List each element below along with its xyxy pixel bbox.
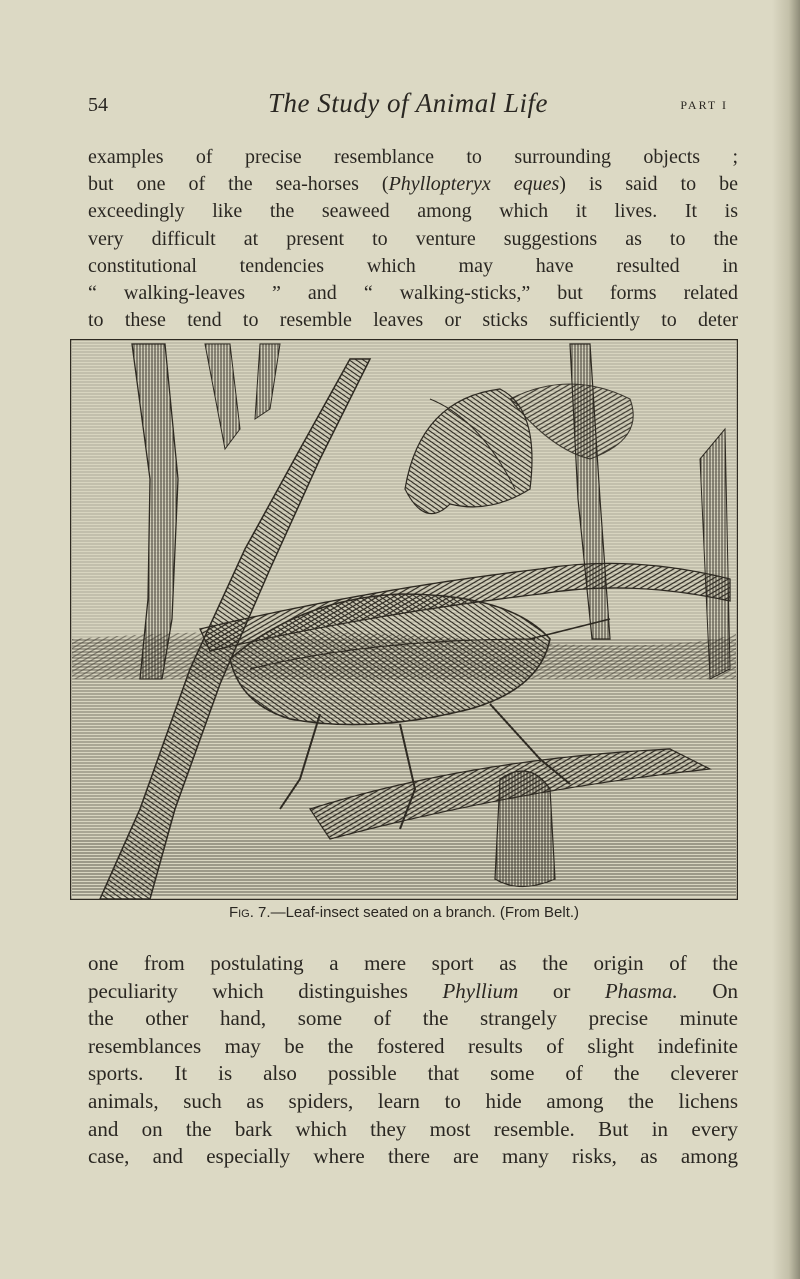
page-number: 54 [88,94,108,116]
running-title: The Study of Animal Life [268,88,548,118]
text-line: sports. It is also possible that some of the cleverer [88,1061,738,1086]
text-line: and on the bark which they most resemble. But in every [88,1116,738,1141]
figure-caption [70,904,738,921]
text-line: to these tend to resemble leaves or sticks sufficiently to deter [88,309,738,332]
caption-text: —Leaf-insect seated on a branch. (From Belt.) [270,904,580,921]
text-line: case, and especially where there are many risks, as among [88,1144,738,1169]
figure-label: Fig. 7. [228,904,271,921]
text-line: examples of precise resemblance to surrounding objects ; [88,146,738,168]
part-label: PART I [680,98,728,112]
genus-name: Phasma. [604,978,678,1003]
bottom-paragraph [88,950,738,1171]
page-edge-shadow [772,0,800,1279]
species-name: Phyllopteryx eques [388,173,560,196]
text-line: “ walking-leaves ” and “ walking-sticks,” but forms related [88,282,738,305]
text-line: peculiarity which distinguishes Phyllium or Phasma. On [88,978,738,1003]
text-line: constitutional tendencies which may have resulted in [88,254,738,277]
leaf-insect-engraving [70,339,738,900]
text-line: but one of the sea-horses (Phyllopteryx eques) is said to be [88,173,738,196]
text-line: animals, such as spiders, learn to hide among the lichens [88,1088,738,1113]
top-paragraph [88,144,738,334]
text-line: very difficult at present to venture suggestions as to the [88,227,738,250]
running-header [88,88,728,124]
text-line: exceedingly like the seaweed among which it lives. It is [88,200,738,223]
text-line: one from postulating a mere sport as the origin of the [88,951,738,975]
text-line: resemblances may be the fostered results of slight indefinite [88,1033,738,1058]
engraving-figure [70,339,738,900]
genus-name: Phyllium [442,978,519,1003]
text-line: the other hand, some of the strangely precise minute [88,1006,738,1031]
